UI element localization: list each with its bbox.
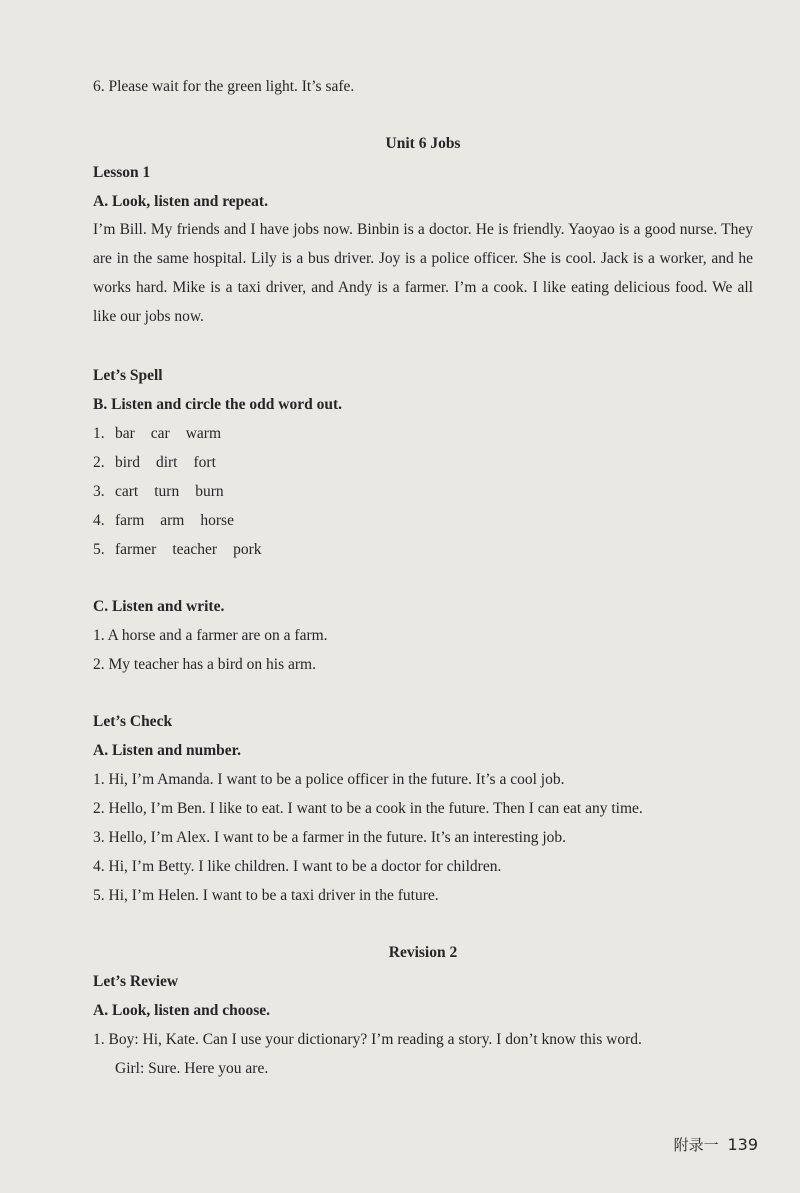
write-item: 1. A horse and a farmer are on a farm. [93,627,328,644]
odd-word-item [93,453,232,473]
dialogue-line: 1. Boy: Hi, Kate. Can I use your dictionary? I’m reading a story. I don’t know this word. [93,1031,642,1048]
word: farm [115,512,145,529]
word: pork [233,541,262,558]
word: dirt [155,454,178,471]
lets-spell-heading: Let’s Spell [93,367,163,384]
word: fort [193,454,216,471]
odd-word-item [93,482,240,502]
dialogue-line: Girl: Sure. Here you are. [115,1060,269,1077]
word: burn [195,483,224,500]
word: farmer [115,541,157,558]
number-item: 1. Hi, I’m Amanda. I want to be a police officer in the future. It’s a cool job. [93,771,565,788]
revision-title: Revision 2 [388,944,458,961]
odd-word-item [93,540,277,560]
word: bird [115,454,140,471]
lets-review-heading: Let’s Review [93,973,179,990]
item-number: 5. [93,541,105,558]
traffic-safety-line: 6. Please wait for the green light. It’s safe. [93,78,355,95]
odd-word-item [93,424,237,444]
section-a-heading: A. Look, listen and repeat. [93,193,268,210]
word: horse [200,512,234,529]
section-c-heading: C. Listen and write. [93,598,225,615]
number-item: 4. Hi, I’m Betty. I like children. I want to be a doctor for children. [93,858,502,875]
word: car [150,425,170,442]
item-number: 4. [93,512,105,529]
item-number: 1. [93,425,105,442]
number-item: 5. Hi, I’m Helen. I want to be a taxi driver in the future. [93,887,439,904]
number-item: 3. Hello, I’m Alex. I want to be a farmer in the future. It’s an interesting job. [93,829,567,846]
unit-title: Unit 6 Jobs [385,135,461,152]
word: turn [154,483,180,500]
word: teacher [172,541,218,558]
section-b-heading: B. Listen and circle the odd word out. [93,396,343,413]
review-section-a-heading: A. Look, listen and choose. [93,1002,270,1019]
word: bar [115,425,135,442]
jobs-paragraph: I’m Bill. My friends and I have jobs now. Binbin is a doctor. He is friendly. Yaoyao is a good nurse. They are in the same hospital. Lily is a bus driver. Joy is a police officer. She is cool. Jack is a worker, and he works hard. Mike is a taxi driver, and Andy is a farmer. I’m a cook. I like eating delicious food. We all like our jobs now. [93,221,753,325]
write-item: 2. My teacher has a bird on his arm. [93,656,316,673]
lesson-heading: Lesson 1 [93,164,151,181]
page-number: 139 [727,1135,758,1154]
number-item: 2. Hello, I’m Ben. I like to eat. I want to be a cook in the future. Then I can eat any time. [93,800,643,817]
word: cart [115,483,139,500]
item-number: 3. [93,483,105,500]
word: warm [185,425,222,442]
check-section-a-heading: A. Listen and number. [93,742,242,759]
lets-check-heading: Let’s Check [93,713,173,730]
appendix-label: 附录一 [673,1136,719,1154]
item-number: 2. [93,454,105,471]
odd-word-item [93,511,250,531]
page-footer [674,1134,758,1155]
word: arm [160,512,185,529]
